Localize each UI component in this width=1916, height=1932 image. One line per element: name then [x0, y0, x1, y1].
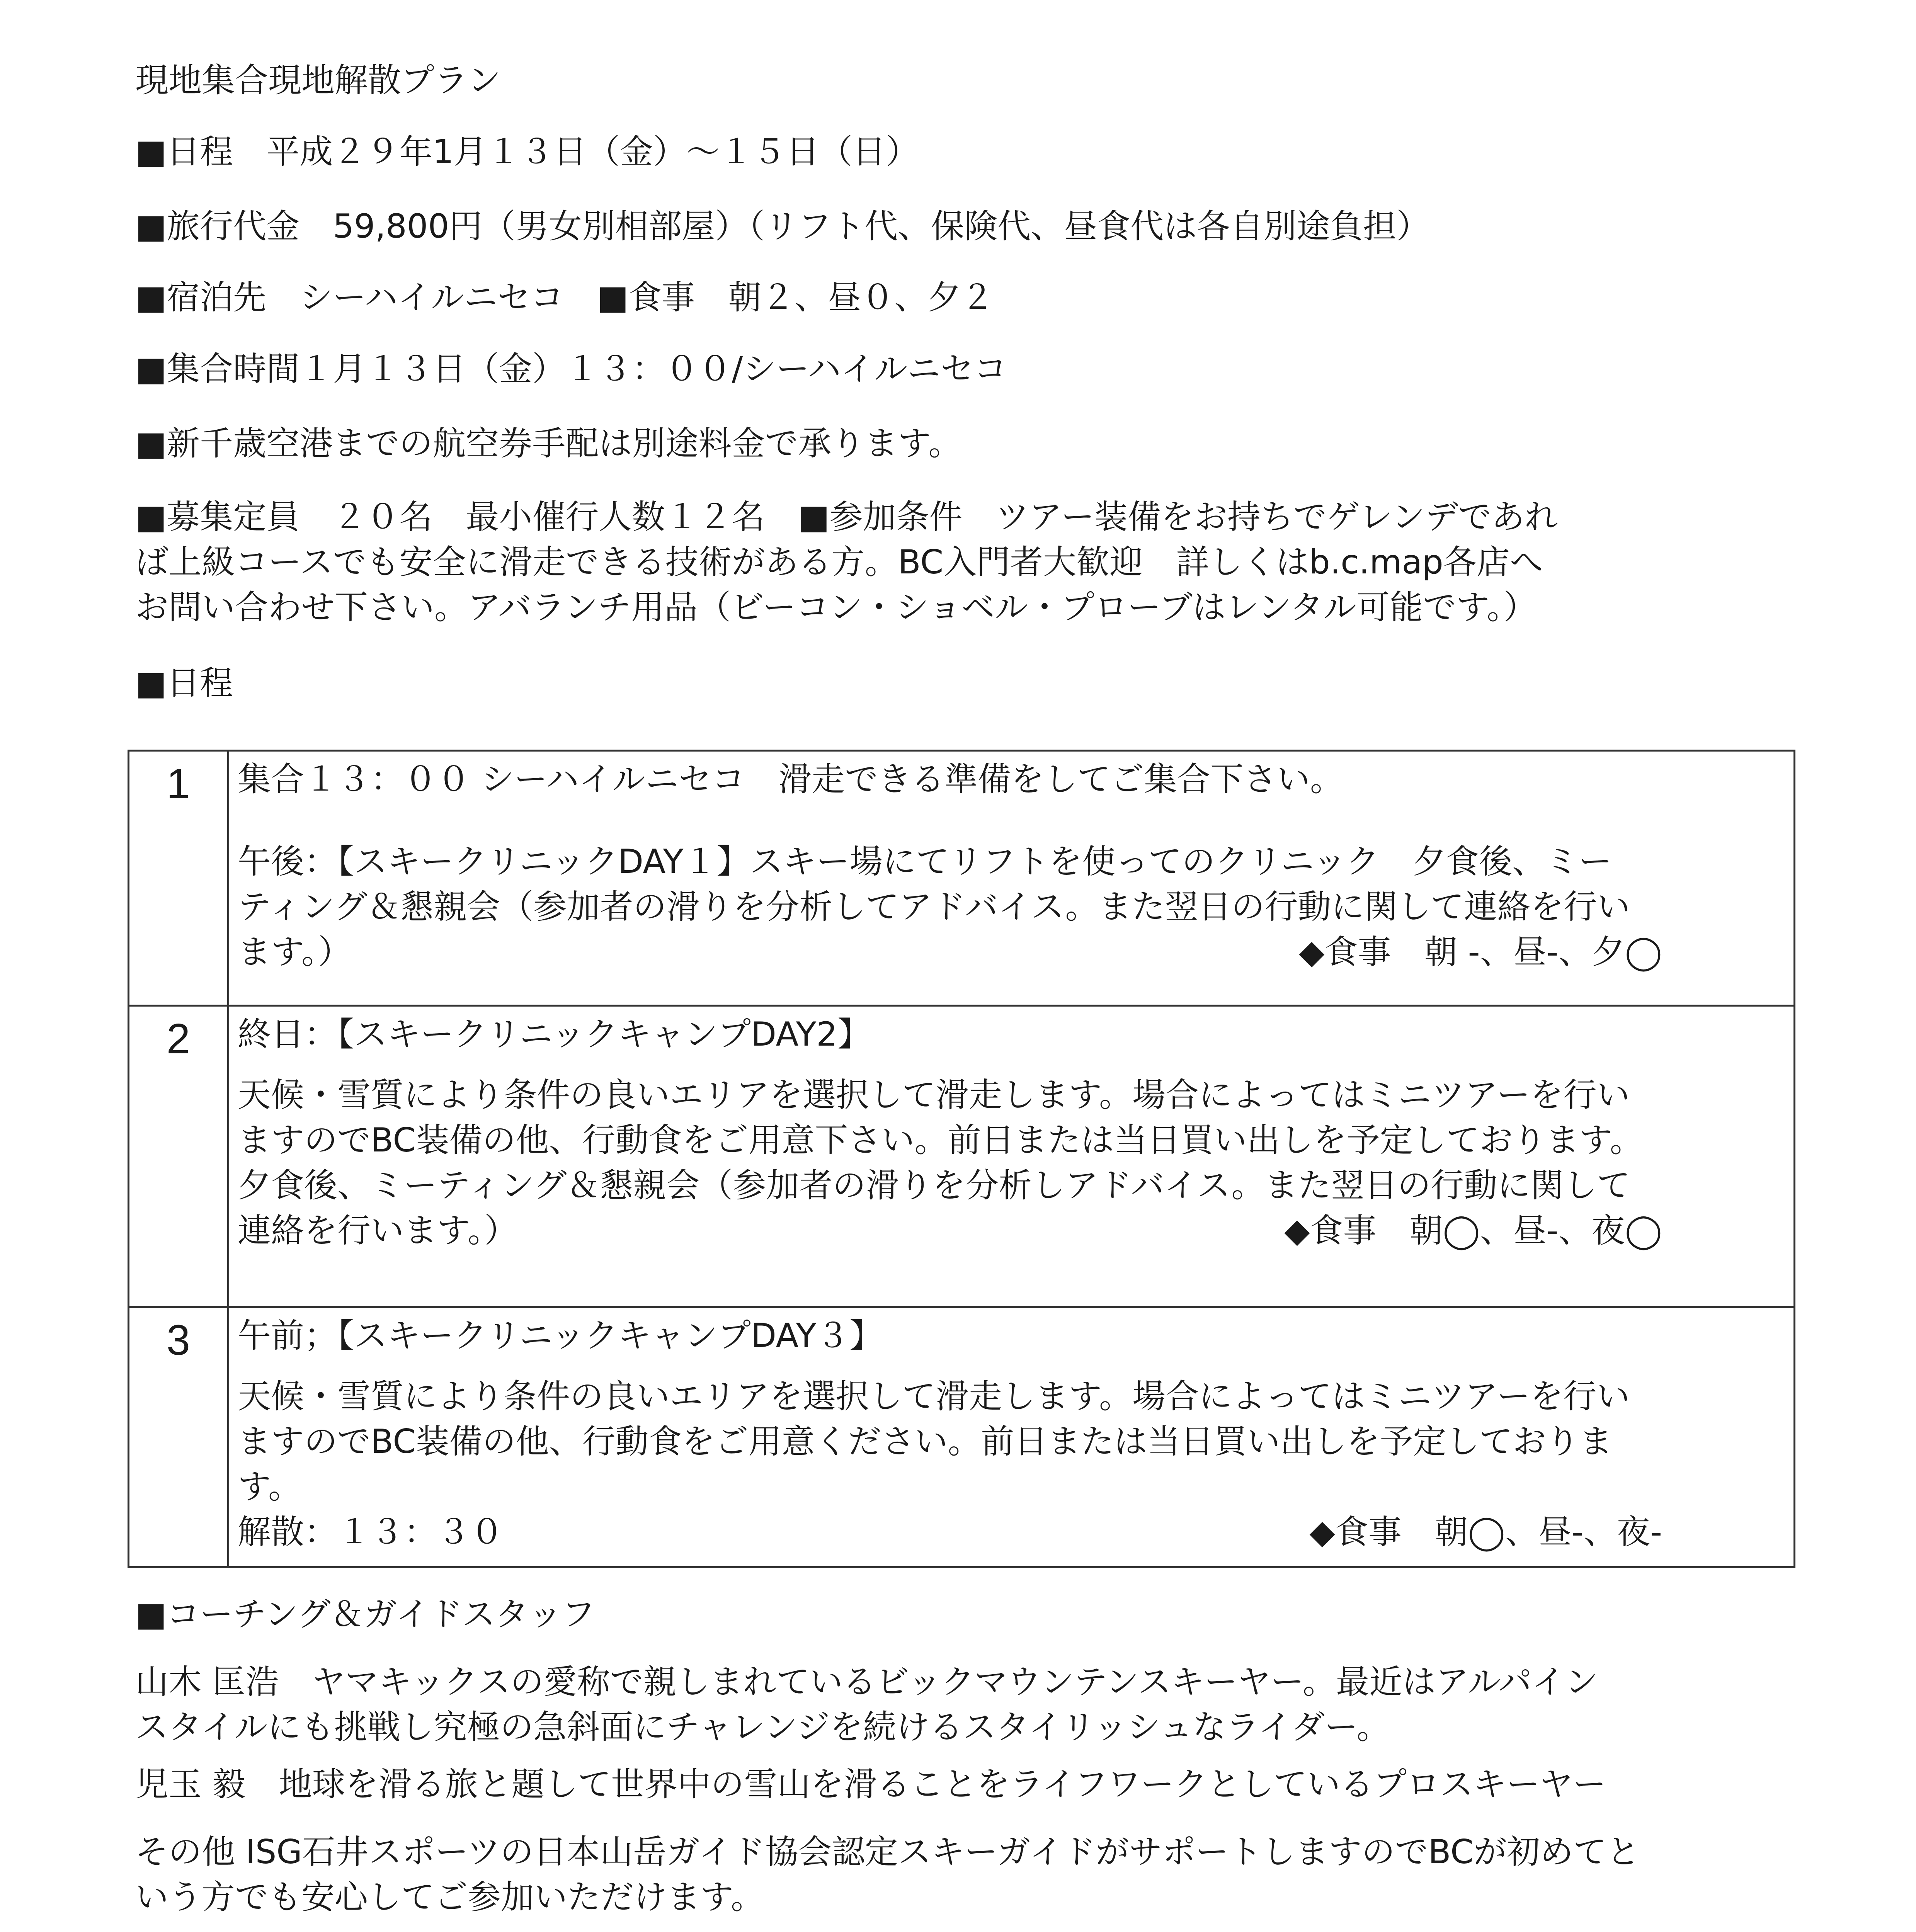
day-line: 終日：【スキークリニックキャンプDAY2】 [238, 1015, 871, 1054]
day-line: ます。） [238, 932, 352, 971]
day-line: 連絡を行います。） [238, 1211, 518, 1250]
price-line: ■旅行代金 59,800円（男女別相部屋）（リフト代、保険代、昼食代は各自別途負担） [135, 207, 1430, 246]
day-line: ますのでBC装備の他、行動食をご用意ください。前日または当日買い出しを予定しておりま [238, 1422, 1613, 1461]
schedule-row-day1 [129, 752, 1793, 1005]
day-number: 3 [129, 1308, 229, 1566]
dates-line: ■日程 平成２９年1月１３日（金）～１５日（日） [135, 133, 919, 171]
meal-info: ◆食事 朝◯、昼-、夜- [1309, 1512, 1662, 1551]
meal-info: ◆食事 朝◯、昼-、夜◯ [1284, 1211, 1662, 1250]
day-line: 夕食後、ミーティング＆懇親会（参加者の滑りを分析しアドバイス。また翌日の行動に関して [238, 1166, 1630, 1205]
day-number: 1 [129, 752, 229, 1005]
staff-kodama: 児玉 毅 地球を滑る旅と題して世界中の雪山を滑ることをライフワークとしているプロスキーヤー [135, 1765, 1606, 1804]
day-description [238, 1012, 1759, 1253]
day-number: 2 [129, 1007, 229, 1306]
day-line: 天候・雪質により条件の良いエリアを選択して滑走します。場合によってはミニツアーを行い [238, 1377, 1630, 1416]
day-line: ティング＆懇親会（参加者の滑りを分析してアドバイス。また翌日の行動に関して連絡を行い [238, 887, 1630, 926]
day-description [238, 757, 1759, 975]
schedule-heading: ■日程 [135, 664, 233, 702]
day-description [238, 1313, 1759, 1555]
staff-yamaki [135, 1660, 1598, 1750]
meal-info: ◆食事 朝 -、昼-、夕◯ [1299, 932, 1662, 971]
plan-title: 現地集合現地解散プラン [135, 61, 501, 100]
schedule-row-day2 [129, 1005, 1793, 1306]
day-line: 天候・雪質により条件の良いエリアを選択して滑走します。場合によってはミニツアーを行い [238, 1075, 1630, 1114]
recruit-paragraph [135, 495, 1558, 630]
day-line: ますのでBC装備の他、行動食をご用意下さい。前日または当日買い出しを予定しております。 [238, 1121, 1643, 1160]
staff-line: 山木 匡浩 ヤマキックスの愛称で親しまれているビックマウンテンスキーヤー。最近はアルパイン [135, 1663, 1598, 1701]
day-line: す。 [238, 1467, 302, 1506]
day-line: 午前；【スキークリニックキャンプDAY３】 [238, 1316, 883, 1355]
day-line: 解散：１３：３０ [238, 1512, 504, 1551]
recruit-line: ば上級コースでも安全に滑走できる技術がある方。BC入門者大歓迎 詳しくはb.c.map各店へ [135, 543, 1543, 582]
meeting-line: ■集合時間１月１３日（金）１３：００/シーハイルニセコ [135, 350, 1007, 388]
day-line: 集合１３：００ シーハイルニセコ 滑走できる準備をしてご集合下さい。 [238, 760, 1344, 799]
staff-others [135, 1830, 1640, 1920]
recruit-line: お問い合わせ下さい。アバランチ用品（ビーコン・ショベル・プローブはレンタル可能です。） [135, 588, 1537, 627]
schedule-table [128, 750, 1795, 1568]
recruit-line: ■募集定員 ２０名 最小催行人数１２名 ■参加条件 ツアー装備をお持ちでゲレンデであれ [135, 498, 1558, 536]
day-line: 午後：【スキークリニックDAY１】スキー場にてリフトを使ってのクリニック 夕食後、ミー [238, 842, 1612, 881]
staff-heading: ■コーチング＆ガイドスタッフ [135, 1595, 595, 1634]
lodging-line: ■宿泊先 シーハイルニセコ ■食事 朝２、昼０、夕２ [135, 278, 994, 317]
staff-line: いう方でも安心してご参加いただけます。 [135, 1878, 764, 1917]
staff-line: その他 ISG石井スポーツの日本山岳ガイド協会認定スキーガイドがサポートしますのでBCが初めてと [135, 1833, 1640, 1871]
airfare-line: ■新千歳空港までの航空券手配は別途料金で承ります。 [135, 424, 962, 463]
schedule-row-day3 [129, 1306, 1793, 1566]
staff-line: スタイルにも挑戦し究極の急斜面にチャレンジを続けるスタイリッシュなライダー。 [135, 1708, 1390, 1747]
